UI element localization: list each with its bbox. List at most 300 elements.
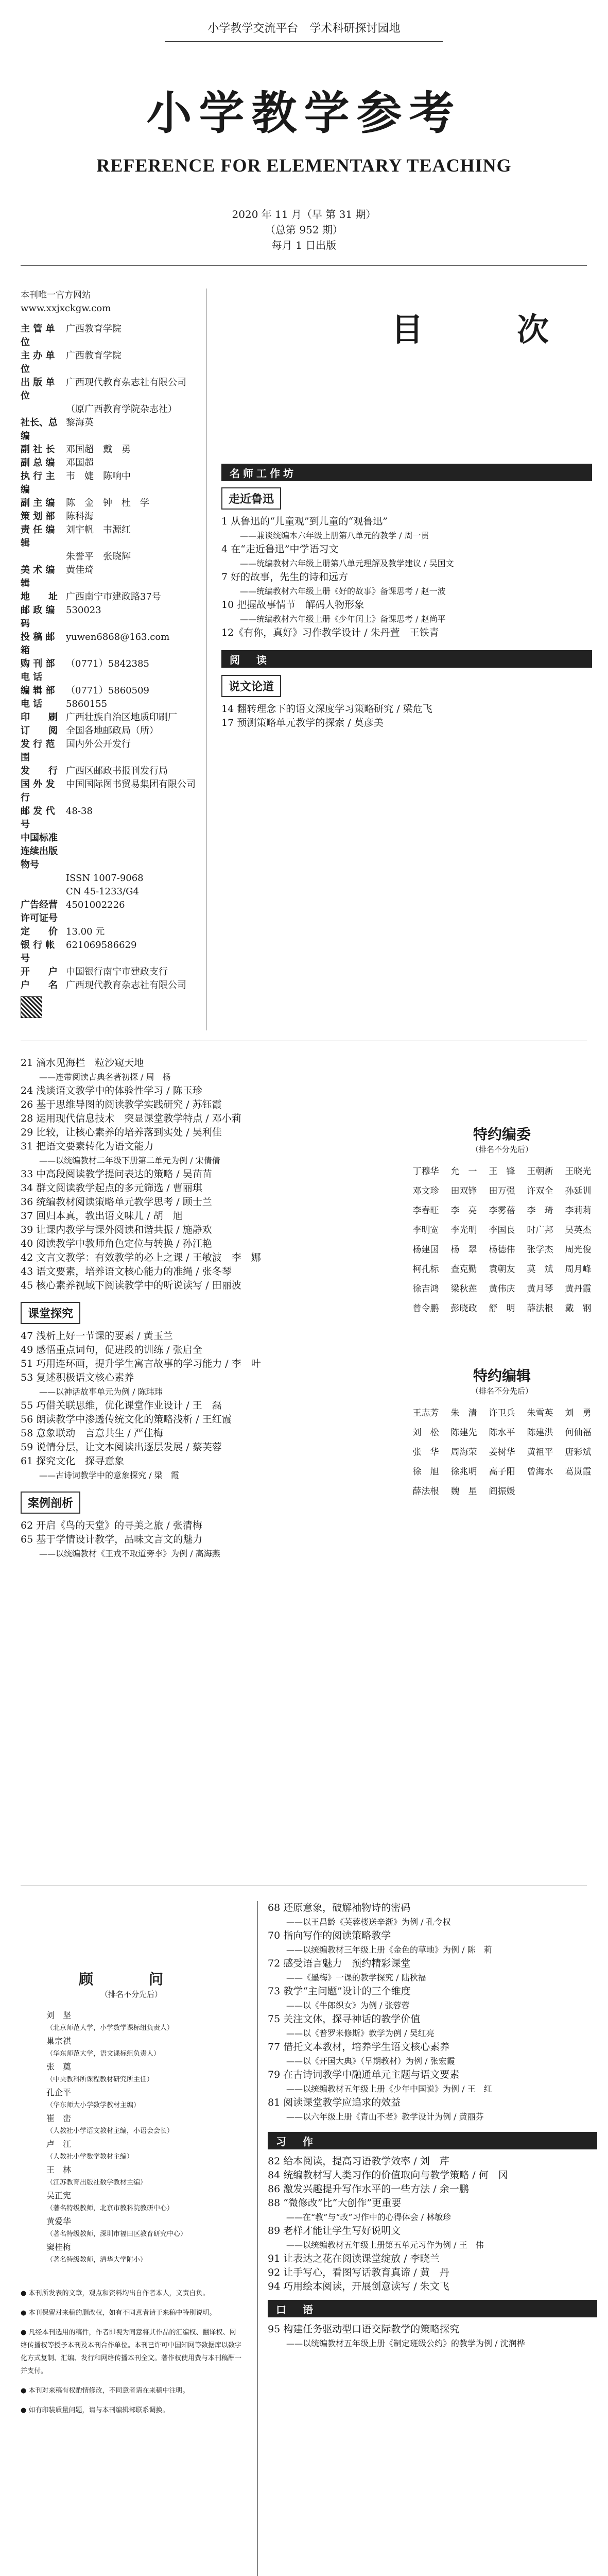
masthead-row [21, 885, 196, 899]
masthead-value: 国内外公开发行 [66, 739, 131, 750]
editor-name: 王晓光 [565, 1166, 592, 1177]
masthead-key: 执 行 主 编 [21, 471, 55, 495]
editor-name: 阎振媛 [489, 1486, 515, 1497]
editor-name: 孙延训 [565, 1186, 592, 1196]
masthead-value: 621069586629 [66, 940, 137, 951]
masthead-value: （0771）5860509 5860155 [66, 685, 159, 709]
toc-entry-subtitle: ——以统编教材五年级上册《制定班级公约》的教学为例 / 沈润桦 [286, 2338, 525, 2348]
advisor-desc: （华东师大小学数学教材主编） [46, 2102, 141, 2109]
masthead-key: 户 名 [21, 980, 58, 991]
masthead-key: 责 任 编 辑 [21, 524, 55, 549]
header-slogan: 小学教学交流平台 学术科研探讨园地 [207, 22, 401, 35]
masthead-key [21, 872, 66, 885]
toc-list-1 [221, 515, 592, 640]
advisor-desc: （北京师范大学，小学数学课标组负责人） [46, 2024, 174, 2032]
toc-entry[interactable]: 84 统编教材写人类习作的价值取向与教学策略 / 何 冈 [268, 2170, 508, 2181]
toc-entry-subtitle: ——以统编教材二年级下册第二单元为例 / 宋倩倩 [39, 1156, 220, 1165]
toc-entry-subtitle: ——以神话故事单元为例 / 陈玮玮 [39, 1387, 163, 1397]
toc-entry[interactable]: 70 指向写作的阅读策略教学 [268, 1930, 391, 1941]
editor-name: 吴英杰 [565, 1225, 592, 1235]
editor-name: 陈建洪 [527, 1428, 553, 1438]
editor-name: 田万强 [489, 1186, 515, 1196]
masthead-value: yuwen6868@163.com [66, 632, 170, 642]
masthead-value: 黄佳琦 [66, 565, 94, 575]
editor-name: 薛法根 [527, 1303, 553, 1314]
special-editors [407, 1123, 597, 1501]
masthead-key [21, 403, 66, 416]
editor-name: 周海荣 [450, 1447, 477, 1458]
toc-entry-subtitle: ——以《普罗米修斯》教学为例 / 吴红亮 [286, 2028, 435, 2038]
toc-entry[interactable]: 56 朗读教学中渗透传统文化的策略浅析 / 王红霞 [21, 1414, 232, 1425]
special-editors-note: （排名不分先后） [471, 1145, 533, 1154]
toc-entry[interactable]: 14 翻转理念下的语文深度学习策略研究 / 梁危飞 [221, 703, 432, 715]
editor-name: 张学杰 [527, 1245, 553, 1255]
toc-entry[interactable]: 37 回归本真，教出语文味儿 / 胡 旭 [21, 1210, 183, 1222]
masthead-value: 广西南宁市建政路37号 [66, 591, 161, 602]
toc-entry-subtitle: ——以六年级上册《青山不老》教学设计为例 / 黄丽芬 [286, 2112, 484, 2122]
header-bottom-divider [21, 265, 587, 266]
toc-entry[interactable]: 42 文言文教学：有效教学的必上之课 / 王敏波 李 娜 [21, 1252, 261, 1263]
masthead-value [66, 832, 196, 872]
editor-name: 舒 明 [489, 1303, 515, 1314]
editor-name: 薛法根 [412, 1486, 439, 1497]
editor-name: 黄丹霞 [565, 1284, 592, 1294]
toc-entry-subtitle: ——在“教”与“改”习作中的心得体会 / 林敏珍 [286, 2212, 451, 2222]
editor-name: 许卫兵 [489, 1408, 515, 1418]
editor-name: 姜树华 [489, 1447, 515, 1458]
advisor-desc: （人教社小学数学教材主编） [46, 2153, 134, 2161]
advisor-name: 吴正宪 [46, 2191, 72, 2200]
masthead-value: 邓国超 [66, 457, 94, 468]
editor-name: 刘 松 [412, 1428, 439, 1438]
masthead-value: CN 45-1233/G4 [66, 886, 139, 897]
issue-line-1: 2020 年 11 月（早 第 31 期） [232, 208, 376, 221]
masthead-key: 定 价 [21, 926, 58, 937]
advisor-desc: （中央教科所课程教材研究所主任） [46, 2076, 154, 2083]
masthead-key: 发 行 范 围 [21, 739, 55, 763]
toc-entry[interactable]: 43 语文要素，培养语文核心能力的准绳 / 张冬琴 [21, 1266, 232, 1277]
masthead-row [21, 724, 196, 738]
toc-entry[interactable]: 7 好的故事，先生的诗和远方 [221, 571, 349, 583]
editor-name: 杨德伟 [489, 1245, 515, 1255]
masthead-row [21, 564, 196, 590]
toc-column-2 [21, 1056, 391, 1561]
masthead-row [21, 416, 196, 443]
toc-entry[interactable]: 91 让表达之花在阅读课堂绽放 / 李晓兰 [268, 2253, 440, 2264]
masthead-value: 朱誉平 张晓辉 [66, 551, 131, 562]
editor-name: 丁穆华 [412, 1166, 439, 1177]
toc-entry-subtitle: ——以统编教材五年级上册第五单元习作为例 / 王 伟 [286, 2240, 484, 2250]
editor-name: 彭晓政 [450, 1303, 477, 1314]
toc-entry[interactable]: 4 在“走近鲁迅”中学语习文 [221, 544, 339, 555]
masthead-value: 广西教育学院 [66, 324, 121, 334]
editor-name: 黄伟庆 [489, 1284, 515, 1294]
toc-entry-subtitle: ——《墨梅》一课的教学探究 / 陆秋福 [286, 1973, 426, 1982]
advisor-name: 崔 峦 [46, 2113, 72, 2123]
editor-name: 曾海水 [527, 1467, 553, 1477]
advisors-note: （排名不分先后） [100, 1990, 162, 1999]
masthead-row [21, 899, 196, 925]
editor-name: 徐兆明 [450, 1467, 477, 1477]
toc-title: 目 次 [391, 311, 580, 348]
editor-name: 杨建国 [412, 1245, 439, 1255]
toc-entry-subtitle: ——以统编教材《王戎不取道旁李》为例 / 高海燕 [39, 1549, 220, 1558]
masthead-key: 发 行 [21, 766, 58, 776]
masthead-value: 广西现代教育杂志社有限公司 [66, 377, 186, 388]
masthead-value: 中国国际图书贸易集团有限公司 [66, 779, 196, 790]
masthead-row [21, 523, 196, 550]
masthead-key: 社长、总编 [21, 417, 58, 442]
section-bar-yuedu: 阅 读 [221, 650, 592, 668]
masthead-row [21, 510, 196, 523]
masthead-row [21, 443, 196, 456]
masthead-value: （0771）5842385 [66, 658, 149, 669]
toc-entry[interactable]: 28 运用现代信息技术 突显课堂教学特点 / 邓小莉 [21, 1113, 241, 1124]
masthead-value: 广西教育学院 [66, 350, 121, 361]
masthead-row [21, 550, 196, 564]
masthead-value: 广西现代教育杂志社有限公司 [66, 980, 186, 991]
toc-entry[interactable]: 10 把握故事情节 解码人物形象 [221, 599, 364, 611]
editor-name: 刘 勇 [565, 1408, 592, 1418]
masthead-key: 投 稿 邮 箱 [21, 632, 55, 656]
advisor-name: 刘 坚 [46, 2010, 72, 2020]
masthead-key: 广告经营许可证号 [21, 900, 58, 924]
editor-name: 陈水平 [489, 1428, 515, 1438]
advisor-desc: （著名特级教师，清华大学附小） [46, 2256, 147, 2264]
advisor-desc: （著名特级教师，深圳市福田区教育研究中心） [46, 2230, 187, 2238]
editor-name: 田双锋 [450, 1186, 477, 1196]
masthead-row [21, 765, 196, 778]
toc-entry[interactable]: 21 滴水见海栏 粒沙窥天地 [21, 1057, 144, 1069]
toc-entry[interactable]: 68 还原意象，破解袖物诗的密码 [268, 1902, 411, 1913]
section-box-zoujin: 走近鲁迅 [221, 487, 281, 510]
masthead-row [21, 965, 196, 979]
toc-entry-subtitle: ——以《开国大典》（早期教材）为例 / 张宏霞 [286, 2056, 455, 2066]
masthead-value: 48-38 [66, 806, 93, 817]
masthead-row [21, 872, 196, 885]
masthead-row [21, 738, 196, 765]
toc-entry-subtitle: ——统编教材六年级上册第八单元理解及教学建议 / 吴国文 [240, 558, 454, 568]
section-box-shuowen: 说文论道 [221, 675, 281, 697]
editor-name: 允 一 [450, 1166, 477, 1177]
advisor-name: 黄爱华 [46, 2216, 72, 2226]
masthead-key: 主 管 单 位 [21, 324, 55, 348]
toc-entry[interactable]: 31 把语文要素转化为语文能力 [21, 1141, 154, 1152]
editor-name: 张 华 [412, 1447, 439, 1458]
toc-entry-subtitle: ——以王昌龄《芙蓉楼送辛渐》为例 / 孔令权 [286, 1917, 451, 1927]
toc-entry[interactable]: 1 从鲁迅的“儿童观”到儿童的“观鲁迅” [221, 516, 388, 527]
toc-entry-subtitle: ——以《牛郎织女》为例 / 张蓉蓉 [286, 2001, 410, 2010]
masthead-key: 邮 政 编 码 [21, 605, 55, 629]
toc-entry[interactable]: 82 给本阅读，提高习语教学效率 / 刘 芹 [268, 2156, 449, 2167]
toc-list-2 [21, 1056, 391, 1293]
editor-name: 梁秋莲 [450, 1284, 477, 1294]
toc-entry[interactable]: 55 巧借关联思维，优化课堂作业设计 / 王 磊 [21, 1400, 222, 1411]
toc-entry-subtitle: ——统编教材六年级上册《少年闰土》备课思考 / 赵尚平 [240, 614, 446, 624]
masthead-value: 韦 婕 陈响中 [66, 471, 131, 482]
toc-section-mingshi [221, 464, 592, 730]
site-label: 本刊唯一官方网站 [21, 290, 91, 300]
special-writers-names [407, 1403, 597, 1501]
editor-name: 朱雪英 [527, 1408, 553, 1418]
toc-list-5 [268, 1901, 597, 2124]
toc-entry[interactable]: 51 巧用连环画，提升学生寓言故事的学习能力 / 李 叶 [21, 1358, 261, 1369]
toc-entry[interactable]: 58 意象联动 言意共生 / 严佳梅 [21, 1428, 163, 1439]
editor-name: 李春旺 [412, 1206, 439, 1216]
masthead-rows [21, 323, 196, 992]
toc-entry[interactable]: 33 中高段阅读教学提问表达的策略 / 吴苗苗 [21, 1168, 212, 1180]
masthead-row [21, 925, 196, 939]
editor-name: 袁朝友 [489, 1264, 515, 1275]
toc-entry[interactable]: 92 让手写心，看图写话教育真谛 / 黄 丹 [268, 2267, 449, 2278]
masthead-row [21, 657, 196, 684]
editor-name: 陈建先 [450, 1428, 477, 1438]
editor-name: 葛岚霞 [565, 1467, 592, 1477]
masthead-key: 开 户 [21, 967, 58, 977]
masthead-key: 邮 发 代 号 [21, 806, 55, 830]
editor-name: 李 琦 [527, 1206, 553, 1216]
editor-name: 柯孔标 [412, 1264, 439, 1275]
masthead-row [21, 470, 196, 497]
masthead-key: 美 术 编 辑 [21, 565, 55, 589]
toc-entry[interactable]: 94 巧用绘本阅读，开展创意读写 / 朱文飞 [268, 2281, 449, 2292]
masthead-key: 银 行 帐 号 [21, 940, 55, 964]
masthead-row [21, 631, 196, 657]
editor-name: 何仙福 [565, 1428, 592, 1438]
issue-line-2: （总第 952 期） [265, 224, 343, 236]
advisors-list [21, 2009, 242, 2266]
toc-entry-subtitle: ——以统编教材五年级上册《少年中国说》为例 / 王 红 [286, 2084, 492, 2094]
masthead-value: 广西区邮政书报刊发行局 [66, 766, 168, 776]
toc-entry[interactable]: 53 复述积极语文核心素养 [21, 1372, 134, 1383]
toc-entry[interactable]: 65 基于学情设计教学，品味文言文的魅力 [21, 1534, 203, 1545]
editor-name [521, 1482, 559, 1501]
toc-entry[interactable]: 49 感悟重点词句，促进段的训练 / 张启全 [21, 1344, 202, 1355]
masthead-row [21, 778, 196, 805]
toc-entry[interactable]: 95 构建任务驱动型口语交际教学的策略探究 [268, 2324, 460, 2335]
toc-entry-subtitle: ——统编教材六年级上册《好的故事》备课思考 / 赵一波 [240, 586, 446, 596]
special-writers-title: 特约编辑 [473, 1367, 531, 1384]
masthead-value: 刘宇帆 韦源红 [66, 524, 131, 535]
masthead-key: 印 刷 [21, 712, 58, 723]
editor-name: 杨 翠 [450, 1245, 477, 1255]
toc-column-5 [268, 1901, 597, 2350]
notices [21, 2287, 242, 2417]
editor-name: 黄月琴 [527, 1284, 553, 1294]
masthead-row [21, 979, 196, 992]
toc-entry[interactable]: 81 阅读课堂教学应追求的效益 [268, 2097, 401, 2108]
advisor-name: 王 林 [46, 2165, 72, 2175]
masthead-row [21, 376, 196, 403]
toc-entry[interactable]: 12《有你，真好》习作教学设计 / 朱丹萱 王铁青 [221, 627, 439, 638]
advisor-desc: （著名特级教师，北京市教科院教研中心） [46, 2205, 174, 2212]
masthead-key: 主 办 单 位 [21, 350, 55, 375]
masthead-key: 购 刊 部 电 话 [21, 658, 55, 683]
masthead-row [21, 349, 196, 376]
section-box-ketang: 课堂探究 [21, 1302, 80, 1324]
toc-entry[interactable]: 36 统编教材阅读策略单元教学思考 / 顾士兰 [21, 1196, 212, 1208]
toc-list-6 [268, 2155, 597, 2294]
editor-name: 李明宽 [412, 1225, 439, 1235]
toc-entry-subtitle: ——兼谈统编本六年级上册第八单元的教学 / 周一贯 [240, 531, 429, 540]
toc-entry[interactable]: 29 比较，让核心素养的培养落到实处 / 吴利佳 [21, 1127, 222, 1138]
masthead-key: 副 总 编 [21, 457, 55, 468]
notice-item: ● 如有印装质量问题，请与本刊编辑部联系调换。 [21, 2406, 169, 2414]
toc-list-1b [221, 702, 592, 730]
issue-line-3: 每月 1 日出版 [271, 239, 337, 251]
editor-name: 唐彩斌 [565, 1447, 592, 1458]
section-bar-xizuo: 习 作 [268, 2132, 597, 2149]
masthead-value: 中国银行南宁市建政支行 [66, 967, 168, 977]
toc-entry[interactable]: 75 关注文体，探寻神话的教学价值 [268, 2013, 421, 2025]
editor-name: 查克勤 [450, 1264, 477, 1275]
masthead-row [21, 711, 196, 724]
editor-name: 黄祖平 [527, 1447, 553, 1458]
editor-name: 王志芳 [412, 1408, 439, 1418]
special-writers-note: （排名不分先后） [471, 1386, 533, 1396]
advisors [21, 1968, 242, 2424]
masthead-key: 策 划 部 [21, 511, 55, 522]
masthead-value: 全国各地邮政局（所） [66, 725, 159, 736]
editor-name: 莫 斌 [527, 1264, 553, 1275]
editor-name: 李 亮 [450, 1206, 477, 1216]
toc-entry[interactable]: 17 预测策略单元教学的探索 / 莫彦美 [221, 717, 384, 728]
special-editors-names [407, 1162, 597, 1318]
masthead-value: 4501002226 [66, 900, 125, 910]
section-box-anli: 案例剖析 [21, 1492, 80, 1514]
masthead-value: 黎海英 [66, 417, 94, 428]
editor-name: 王 锋 [489, 1166, 515, 1177]
advisors-title: 顾 问 [78, 1971, 184, 1988]
toc-entry[interactable]: 62 开启《鸟的天堂》的寻美之旅 / 张清梅 [21, 1520, 202, 1531]
advisor-name: 孔企平 [46, 2088, 72, 2097]
masthead-key: 地 址 [21, 591, 58, 602]
section-bar-kouyu: 口 语 [268, 2300, 597, 2317]
masthead-value: 广西壮族自治区地质印刷厂 [66, 712, 177, 723]
masthead-key: 出 版 单 位 [21, 377, 55, 401]
toc-entry[interactable]: 77 借托文本教材，培养学生语文核心素养 [268, 2041, 450, 2053]
special-editors-title: 特约编委 [473, 1126, 531, 1143]
advisor-desc: （华东师范大学，语文课标组负责人） [46, 2050, 161, 2058]
masthead-key: 中国标准连续出版物号 [21, 833, 58, 870]
advisor-desc: （人教社小学语文教材主编，小语会会长） [46, 2127, 174, 2135]
masthead-row [21, 939, 196, 965]
masthead-row [21, 832, 196, 872]
editor-name: 周月峰 [565, 1264, 592, 1275]
editor-name: 曾令鹏 [412, 1303, 439, 1314]
editor-name: 王朝新 [527, 1166, 553, 1177]
toc-entry[interactable]: 73 教学“主问题”设计的三个维度 [268, 1986, 411, 1997]
advisor-name: 卢 江 [46, 2139, 72, 2149]
masthead-key [21, 885, 66, 899]
notice-item: ● 本刊保留对来稿的删改权，如有不同意者请于来稿中特别说明。 [21, 2309, 216, 2317]
masthead-value: （原广西教育学院杂志社） [66, 404, 177, 415]
masthead-value: 邓国超 戴 勇 [66, 444, 131, 455]
toc-entry[interactable]: 26 基于思维导图的阅读教学实践研究 / 苏钰霞 [21, 1099, 222, 1110]
notice-item: ● 凡经本刊选用的稿件，作者即视为同意将其作品的汇编权、翻译权、网络传播权等授予本刊及本刊合作单位。本刊已许可中国知网等数据库以数字化方式复制、汇编、发行和网络传播本刊全文。著作权使用费与本刊稿酬一并支付。 [21, 2329, 242, 2375]
toc-entry[interactable]: 79 在古诗词教学中融通单元主题与语文要素 [268, 2069, 460, 2080]
editor-name: 李国良 [489, 1225, 515, 1235]
toc-entry[interactable]: 59 说情分层，让文本阅读出逐层发展 / 蔡芙蓉 [21, 1442, 222, 1453]
editor-name: 徐吉鸿 [412, 1284, 439, 1294]
editor-name: 戴 钢 [565, 1303, 592, 1314]
editor-name: 魏 星 [450, 1486, 477, 1497]
masthead-key: 编 辑 部 电 话 [21, 685, 55, 709]
masthead-row [21, 323, 196, 349]
toc-entry-subtitle: ——古诗词教学中的意象探究 / 梁 霞 [39, 1470, 179, 1480]
editor-name: 李莉莉 [565, 1206, 592, 1216]
magazine-title-en: REFERENCE FOR ELEMENTARY TEACHING [96, 155, 512, 176]
editor-name: 朱 清 [450, 1408, 477, 1418]
editor-name: 邓文珍 [412, 1186, 439, 1196]
masthead-key: 副 社 长 [21, 444, 55, 455]
toc-list-7 [268, 2323, 597, 2350]
toc-entry[interactable]: 40 阅读教学中教师角色定位与转换 / 孙江艳 [21, 1238, 212, 1249]
masthead-value: 陈 金 钟 杜 学 [66, 498, 149, 509]
qr-code-icon [21, 996, 42, 1018]
masthead-row [21, 684, 196, 711]
toc-entry[interactable]: 89 老样才能让学生写好说明文 [268, 2225, 401, 2236]
masthead-key: 订 阅 [21, 725, 58, 736]
toc-entry[interactable]: 47 浅析上好一节课的要素 / 黄玉兰 [21, 1330, 173, 1342]
editor-name: 周光俊 [565, 1245, 592, 1255]
header-divider [165, 41, 443, 42]
editor-name: 时广邦 [527, 1225, 553, 1235]
notice-item: ● 本刊所发表的文章，观点和资料均出自作者本人，文责自负。 [21, 2290, 210, 2297]
masthead-value: 13.00 元 [66, 926, 105, 937]
masthead-row [21, 805, 196, 832]
section-bar-mingshi: 名师工作坊 [221, 464, 592, 481]
advisor-name: 巢宗祺 [46, 2036, 72, 2046]
masthead-key [21, 550, 66, 564]
toc-list-3 [21, 1329, 391, 1482]
site-url[interactable]: www.xxjxckgw.com [21, 303, 111, 314]
masthead-key: 国 外 发 行 [21, 779, 55, 803]
masthead-value: ISSN 1007-9068 [66, 873, 144, 884]
notice-item: ● 本刊对来稿有权酌情修改，不同意者请在来稿中注明。 [21, 2387, 189, 2395]
masthead-row [21, 604, 196, 631]
masthead-value: 530023 [66, 605, 101, 616]
editor-name: 李光明 [450, 1225, 477, 1235]
masthead-row [21, 497, 196, 510]
toc-entry-subtitle: ——连带阅读古典名著初探 / 周 杨 [39, 1072, 171, 1082]
editor-name: 高子阳 [489, 1467, 515, 1477]
masthead-row [21, 403, 196, 416]
advisor-name: 张 奠 [46, 2062, 72, 2072]
toc-entry-subtitle: ——以统编教材三年级上册《金色的草地》为例 / 陈 莉 [286, 1945, 492, 1955]
toc-entry[interactable]: 24 浅谈语文教学中的体验性学习 / 陈玉珍 [21, 1085, 202, 1096]
toc-entry[interactable]: 45 核心素养视域下阅读教学中的听说读写 / 田丽波 [21, 1280, 241, 1291]
masthead [21, 289, 196, 1018]
masthead-row [21, 456, 196, 470]
toc-entry[interactable]: 34 群文阅读教学起点的多元筛选 / 曹丽琪 [21, 1182, 202, 1194]
toc-entry[interactable]: 86 激发兴趣提升写作水平的一些方法 / 余一鹏 [268, 2183, 469, 2195]
masthead-value: 陈科海 [66, 511, 94, 522]
toc-entry[interactable]: 61 探究文化 探寻意象 [21, 1455, 125, 1467]
editor-name: 许双全 [527, 1186, 553, 1196]
toc-entry[interactable]: 39 让课内教学与课外阅读和谐共振 / 施静欢 [21, 1224, 212, 1235]
advisor-name: 窦桂梅 [46, 2242, 72, 2252]
lower-column-divider [257, 1901, 258, 2576]
toc-entry[interactable]: 72 感受语言魅力 预约精彩课堂 [268, 1958, 411, 1969]
toc-entry[interactable]: 88 “微修改”比“大创作”更重要 [268, 2197, 402, 2209]
editor-name: 李雾蓓 [489, 1206, 515, 1216]
masthead-key: 副 主 编 [21, 498, 55, 509]
advisor-desc: （江苏教育出版社数学教材主编） [46, 2179, 147, 2187]
editor-name: 徐 旭 [412, 1467, 439, 1477]
toc-list-4 [21, 1519, 391, 1561]
magazine-title: 小学教学参考 [146, 86, 462, 140]
